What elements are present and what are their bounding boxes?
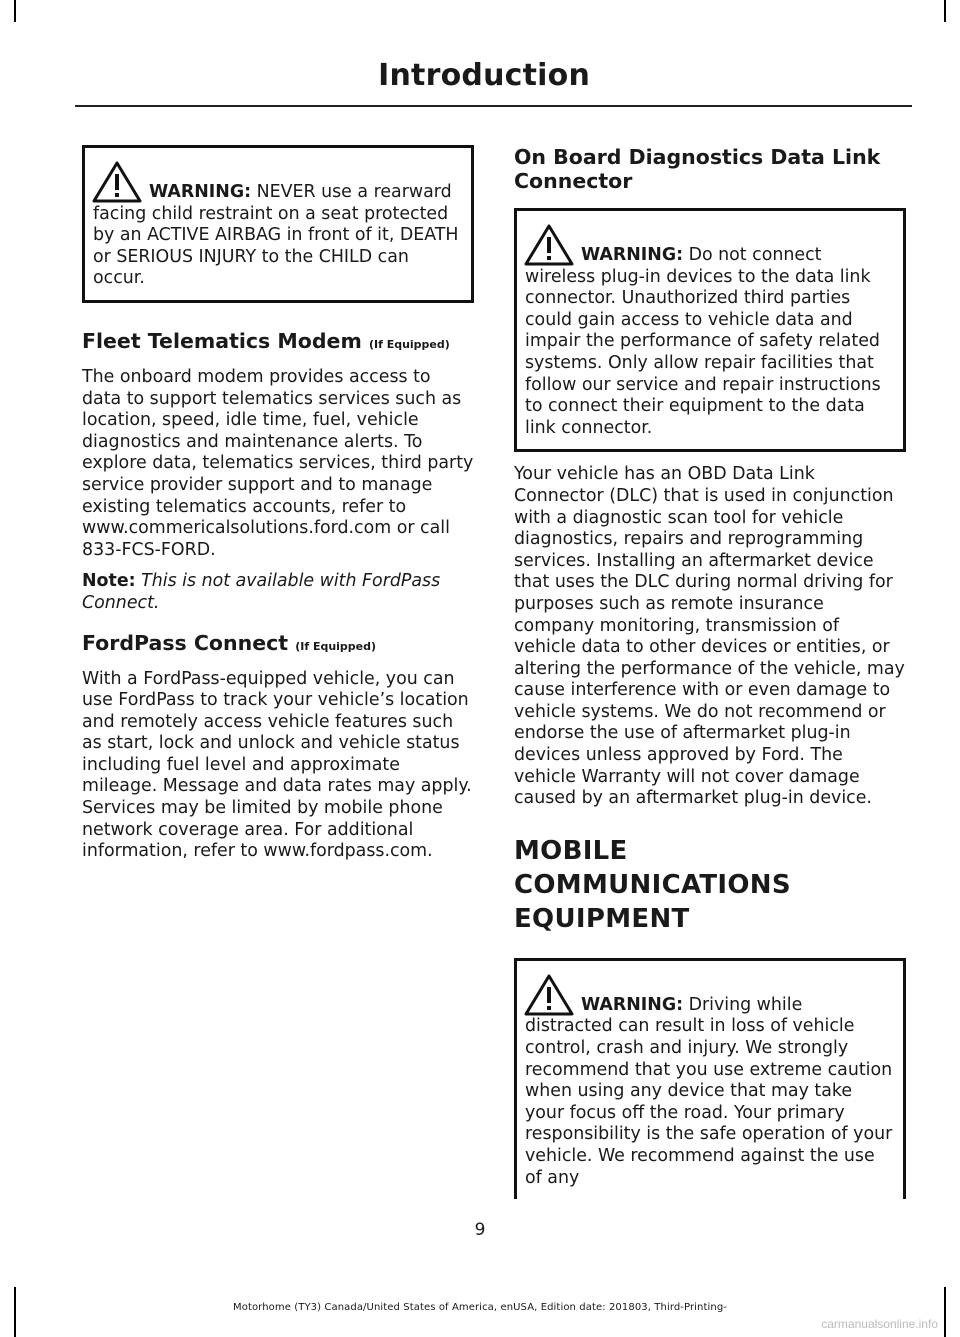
warning-text: Do not connect wireless plug-in devices to the data link connector. Unauthorized third parties could gain access to vehicle data and impair the performance of safety related systems. Only allow repair facilities that follow our service and repair instructions to connect their equipment to the data link connector.: [525, 245, 881, 438]
fleet-telematics-body: The onboard modem provides access to data to support telematics services such as location, speed, idle time, fuel, vehicle diagnostics and maintenance alerts. To explore data, telematics services, third party service provider support and to manage existing telematics accounts, refer to www.commericalsolutions.ford.com or call 833-FCS-FORD.: [82, 366, 474, 560]
warning-box-obd: [514, 208, 906, 452]
watermark: carmanualsonline.info: [821, 1317, 938, 1331]
section-heading-fordpass-connect: FordPass Connect (If Equipped): [82, 630, 377, 655]
fordpass-connect-body: With a FordPass-equipped vehicle, you can use FordPass to track your vehicle’s location and remotely access vehicle features such as start, lock and unlock and vehicle status including fuel level and approximate mileage. Message and data rates may apply. Services may be limited by mobile phone network coverage area. For additional information, refer to www.fordpass.com.: [82, 668, 472, 862]
warning-label: WARNING:: [581, 245, 684, 265]
note-label: Note:: [82, 571, 136, 592]
crop-mark-top-right: [944, 0, 946, 22]
note-paragraph: [82, 571, 474, 614]
warning-label: WARNING:: [149, 182, 252, 202]
left-column: [82, 145, 474, 863]
warning-text: Driving while distracted can result in loss of vehicle control, crash and injury. We strongly recommend that you use extreme caution when using any device that may take your focus off the road. Your primary responsibility is the safe operation of your vehicle. We recommend against the use of any: [525, 994, 893, 1188]
warning-text: NEVER use a rearward facing child restraint on a seat protected by an ACTIVE AIRBAG in front of it, DEATH or SERIOUS INJURY to the CHILD can occur.: [93, 182, 459, 289]
crop-mark-top-left: [14, 0, 16, 22]
section-heading-obd: On Board Diagnostics Data Link Connector: [514, 145, 881, 193]
warning-triangle-icon: [91, 160, 143, 204]
if-equipped-qualifier: (If Equipped): [368, 337, 450, 351]
if-equipped-qualifier: (If Equipped): [295, 639, 377, 653]
right-column: [514, 145, 906, 1199]
obd-body: Your vehicle has an OBD Data Link Connector (DLC) that is used in conjunction with a diagnostic scan tool for vehicle diagnostics, repairs and reprogramming services. Installing an aftermarket device that uses the DLC during normal driving for purposes such as remote insurance company monitoring, transmission of vehicle data to other devices or entities, or altering the performance of the vehicle, may cause interference with or even damage to vehicle systems. We do not recommend or endorse the use of aftermarket plug-in devices unless approved by Ford. The vehicle Warranty will not cover damage caused by an aftermarket plug-in device.: [514, 464, 905, 809]
page-number: 9: [474, 1220, 486, 1240]
section-heading-fleet-telematics: Fleet Telematics Modem (If Equipped): [82, 328, 450, 353]
header-divider: [75, 105, 912, 107]
note-text: This is not available with FordPass Connect.: [82, 571, 441, 613]
warning-box-distraction: [514, 958, 906, 1199]
warning-label: WARNING:: [581, 994, 684, 1015]
warning-box-airbag: [82, 145, 474, 303]
page-title: Introduction: [378, 58, 590, 93]
chapter-heading-mobile-communications: MOBILE COMMUNICATIONS: [514, 835, 791, 900]
warning-triangle-icon: [523, 973, 575, 1017]
warning-triangle-icon: [523, 223, 575, 267]
footer-edition-info: Motorhome (TY3) Canada/United States of America, enUSA, Edition date: 201803, Third-Printing-: [233, 1302, 727, 1313]
chapter-heading-equipment: EQUIPMENT: [514, 903, 690, 934]
